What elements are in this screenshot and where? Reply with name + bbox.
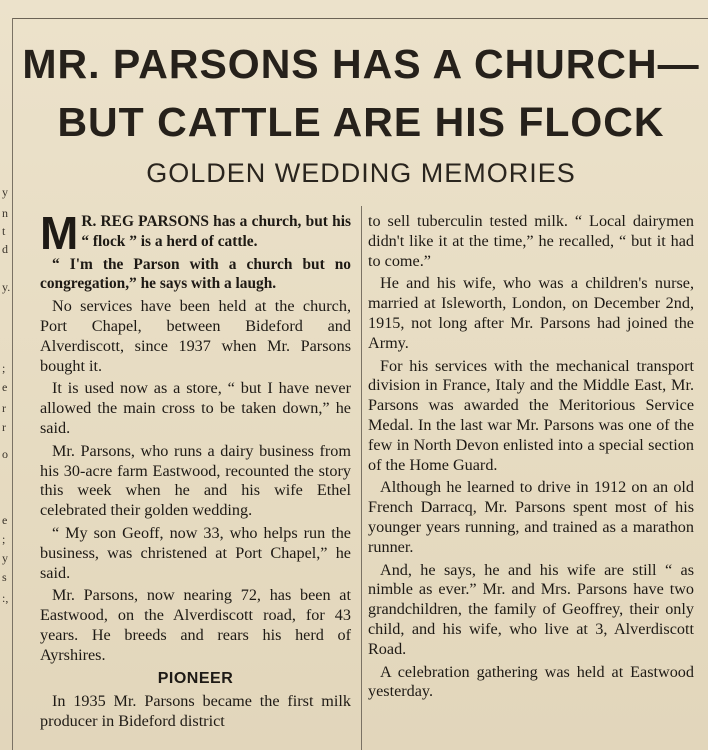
body-paragraph: He and his wife, who was a children's nurse, married at Isleworth, London, on December 2nd, 1915, not long after Mr. Parsons had joined the Army. — [368, 274, 694, 352]
body-paragraph: Mr. Parsons, now nearing 72, has been at Eastwood, on the Alverdiscott road, for 43 years. He breeds and rears his herd of Ayrshires. — [40, 586, 351, 664]
body-paragraph: No services have been held at the church, Port Chapel, between Bideford and Alverdiscott, since 1937 when Mr. Parsons bought it. — [40, 297, 351, 375]
crosshead: PIONEER — [157, 669, 234, 687]
headline-line-2: BUT CATTLE ARE HIS FLOCK — [57, 99, 665, 145]
column-divider — [361, 206, 362, 750]
lead-text: R. REG PARSONS has a church, but his “ flock ” is a herd of cattle. — [81, 213, 351, 250]
left-border — [12, 18, 13, 750]
body-paragraph: For his services with the mechanical transport division in France, Italy and the Middle East, Mr. Parsons was awarded the Meritorious Service Medal. In the last war Mr. Parsons was one of the few in North Devon enlisted into a special section of the Home Guard. — [368, 356, 694, 474]
body-paragraph: “ My son Geoff, now 33, who helps run the business, was christened at Port Chapel,” he said. — [40, 523, 351, 582]
margin-fragment: o — [2, 447, 8, 461]
margin-fragment: s — [2, 570, 7, 584]
body-paragraph: And, he says, he and his wife are still “ as nimble as ever.” Mr. and Mrs. Parsons have two grandchildren, the family of Geoffrey, their only child, and his wife, who live at 3, Alverdiscott Road. — [368, 560, 694, 658]
adjacent-column-fragments — [0, 0, 11, 750]
body-paragraph: A celebration gathering was held at Eastwood yesterday. — [368, 662, 694, 701]
body-paragraph: It is used now as a store, “ but I have never allowed the main cross to be taken down,” he said. — [40, 379, 351, 437]
body-paragraph: In 1935 Mr. Parsons became the first milk producer in Bideford district — [40, 692, 351, 731]
margin-fragment: r — [2, 420, 6, 434]
margin-fragment: e — [2, 380, 8, 394]
drop-cap: M — [40, 207, 79, 259]
margin-fragment: y — [2, 551, 8, 565]
margin-fragment: e — [2, 513, 8, 527]
margin-fragment: d — [2, 242, 8, 256]
subheadline: GOLDEN WEDDING MEMORIES — [146, 158, 576, 188]
margin-fragment: r — [2, 401, 6, 415]
continuation-paragraph: to sell tuberculin tested milk. “ Local dairymen didn't like it at the time,” he recalled, “ but it had to come.” — [368, 212, 694, 270]
margin-fragment: ; — [2, 532, 6, 546]
margin-fragment: ; — [2, 361, 6, 375]
margin-fragment: y — [2, 185, 8, 199]
lead-paragraph — [40, 207, 351, 259]
body-paragraph: Mr. Parsons, who runs a dairy business from his 30-acre farm Eastwood, recounted the story this week when he and his wife Ethel celebrated their golden wedding. — [40, 441, 351, 520]
quote-paragraph: “ I'm the Parson with a church but no congregation,” he says with a laugh. — [40, 255, 351, 293]
right-column — [368, 212, 694, 705]
margin-fragment: :, — [2, 591, 9, 605]
headline-line-1: MR. PARSONS HAS A CHURCH— — [22, 41, 700, 87]
left-column — [40, 207, 351, 735]
top-border — [12, 18, 708, 19]
body-paragraph: Although he learned to drive in 1912 on an old French Darracq, Mr. Parsons spent most of his younger years running, and trained as a marathon runner. — [368, 478, 694, 556]
margin-fragment: y. — [2, 280, 11, 294]
margin-fragment: n — [2, 206, 8, 220]
margin-fragment: t — [2, 224, 6, 238]
